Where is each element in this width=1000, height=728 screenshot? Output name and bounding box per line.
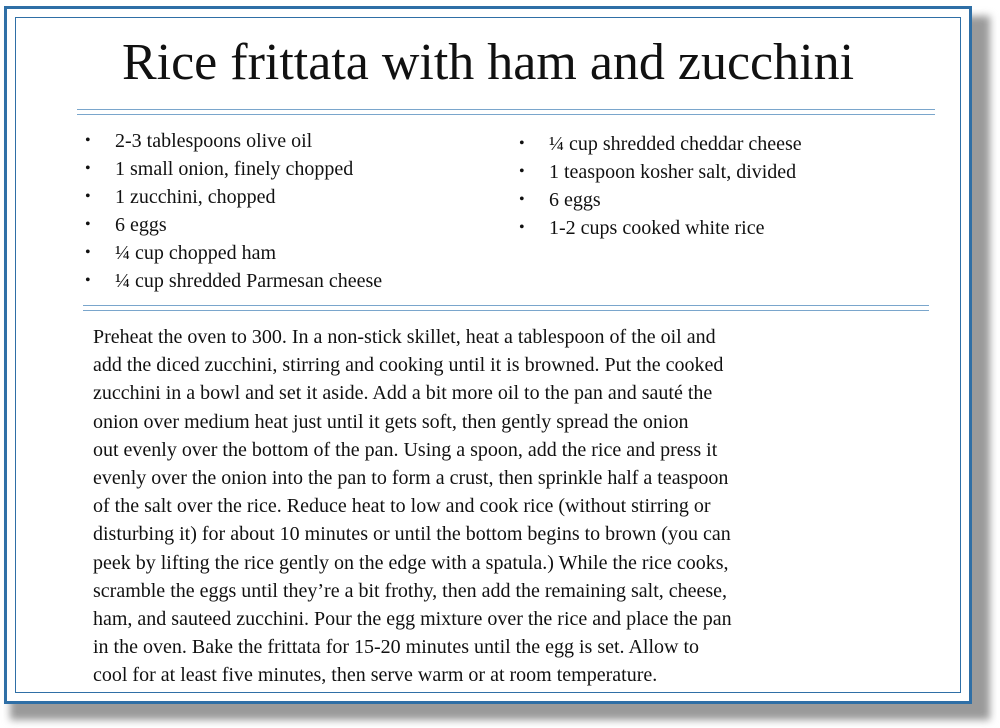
instructions-line: onion over medium heat just until it gets soft, then gently spread the onion bbox=[93, 410, 689, 433]
instructions-line: disturbing it) for about 10 minutes or until the bottom begins to brown (you can bbox=[93, 523, 731, 546]
bullet-icon: • bbox=[85, 216, 91, 233]
ingredient-text: 1-2 cups cooked white rice bbox=[549, 217, 765, 239]
ingredients-list-left bbox=[85, 127, 382, 295]
ingredient-text: 6 eggs bbox=[549, 189, 601, 211]
ingredient-text: 2-3 tablespoons olive oil bbox=[115, 130, 313, 152]
instructions-line: in the oven. Bake the frittata for 15-20 minutes until the egg is set. Allow to bbox=[93, 636, 699, 659]
instructions-line: cool for at least five minutes, then serve warm or at room temperature. bbox=[93, 664, 658, 687]
ingredient-item bbox=[85, 127, 382, 155]
recipe-title: Rice frittata with ham and zucchini bbox=[121, 34, 855, 91]
instructions-line: peek by lifting the rice gently on the edge with a spatula.) While the rice cooks, bbox=[93, 551, 729, 574]
instructions-line: Preheat the oven to 300. In a non-stick skillet, heat a tablespoon of the oil and bbox=[93, 326, 716, 348]
instructions-line: evenly over the onion into the pan to form a crust, then sprinkle half a teaspoon bbox=[93, 467, 729, 490]
ingredient-item bbox=[519, 130, 802, 158]
ingredient-item bbox=[85, 155, 382, 183]
ingredient-text: 6 eggs bbox=[115, 214, 167, 236]
ingredient-text: ¼ cup chopped ham bbox=[115, 242, 277, 264]
ingredients-list-right bbox=[519, 130, 802, 242]
bullet-icon: • bbox=[85, 244, 91, 261]
ingredient-item bbox=[519, 186, 802, 214]
ingredient-text: ¼ cup shredded Parmesan cheese bbox=[115, 270, 383, 292]
ingredients-divider bbox=[83, 305, 929, 311]
ingredient-item bbox=[85, 267, 382, 295]
ingredient-text: 1 teaspoon kosher salt, divided bbox=[549, 161, 797, 183]
ingredient-item bbox=[85, 239, 382, 267]
bullet-icon: • bbox=[519, 135, 525, 152]
ingredient-item bbox=[519, 214, 802, 242]
bullet-icon: • bbox=[519, 163, 525, 180]
ingredient-item bbox=[85, 183, 382, 211]
ingredient-text: 1 zucchini, chopped bbox=[115, 186, 276, 208]
instructions-paragraph bbox=[93, 323, 943, 690]
instructions-line: scramble the eggs until they’re a bit frothy, then add the remaining salt, cheese, bbox=[93, 579, 728, 602]
title-divider bbox=[77, 109, 935, 115]
bullet-icon: • bbox=[85, 272, 91, 289]
bullet-icon: • bbox=[85, 188, 91, 205]
instructions-line: out evenly over the bottom of the pan. Using a spoon, add the rice and press it bbox=[93, 438, 718, 461]
ingredient-item bbox=[519, 158, 802, 186]
bullet-icon: • bbox=[85, 132, 91, 149]
bullet-icon: • bbox=[85, 160, 91, 177]
instructions-line: ham, and sauteed zucchini. Pour the egg mixture over the rice and place the pan bbox=[93, 608, 732, 631]
ingredient-item bbox=[85, 211, 382, 239]
ingredient-text: 1 small onion, finely chopped bbox=[115, 158, 354, 180]
ingredient-text: ¼ cup shredded cheddar cheese bbox=[549, 133, 802, 155]
instructions-line: zucchini in a bowl and set it aside. Add a bit more oil to the pan and sauté the bbox=[93, 382, 713, 405]
instructions-line: add the diced zucchini, stirring and cooking until it is browned. Put the cooked bbox=[93, 354, 724, 377]
bullet-icon: • bbox=[519, 219, 525, 236]
bullet-icon: • bbox=[519, 191, 525, 208]
instructions-line: of the salt over the rice. Reduce heat to low and cook rice (without stirring or bbox=[93, 495, 711, 518]
recipe-card bbox=[4, 6, 972, 704]
